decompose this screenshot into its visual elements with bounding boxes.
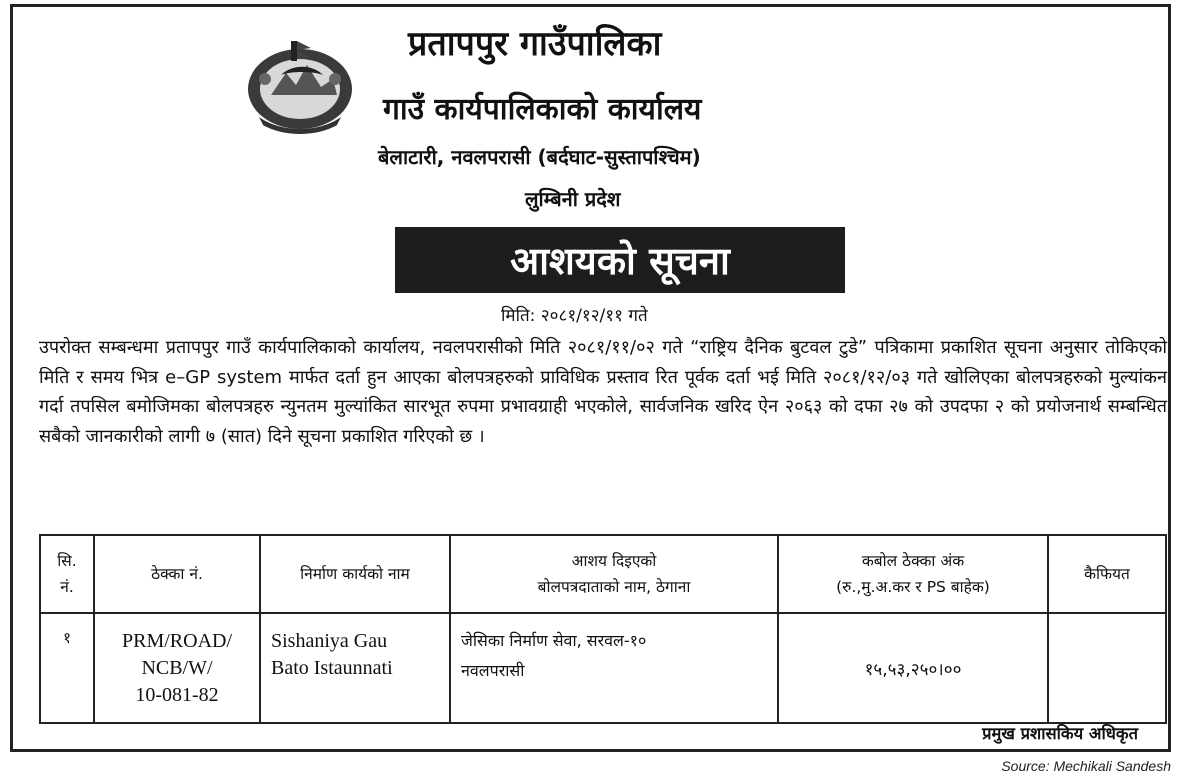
bidder-line2: नवलपरासी [461, 661, 525, 680]
bidder-header-line1: आशय दिइएको [571, 552, 657, 570]
source-credit: Source: Mechikali Sandesh [1001, 758, 1171, 774]
amount-header-line2: (रु.,मु.अ.कर र PS बाहेक) [836, 578, 990, 596]
municipality-title: प्रतापपुर गाउँपालिका [408, 24, 662, 64]
col-header-amount [778, 535, 1048, 613]
notice-body: उपरोक्त सम्बन्धमा प्रतापपुर गाउँ कार्यपालिकाको कार्यालय, नवलपरासीको मिति २०८१/११/०२ गते “राष्ट्रिय दैनिक बुटवल टुडे” पत्रिकामा प्रकाशित सूचना अनुसार तोकिएको मिति र समय भित्र e–GP system मार्फत दर्ता हुन आएका बोलपत्रहरुको प्राविधिक प्रस्ताव रित पूर्वक दर्ता भई मिति २०८१/१२/०३ गते खोलिएका बोलपत्रहरुको मुल्यांकन गर्दा तपसिल बमोजिमका बोलपत्रहरु न्युनतम मुल्यांकित सारभूत रुपमा प्रभावग्राही भएकोले, सार्वजनिक खरिद ऐन २०६३ को दफा २७ को उपदफा २ को प्रयोजनार्थ सम्बन्धित सबैको जानकारीको लागी ७ (सात) दिने सूचना प्रकाशित गरिएको छ । [39, 337, 1167, 447]
nepal-government-emblem [241, 35, 359, 139]
notice-heading: आशयको सूचना [395, 227, 845, 293]
cell-work-name [260, 613, 450, 723]
contract-no-line1: PRM/ROAD/ [121, 629, 233, 652]
province-name: लुम्बिनी प्रदेश [525, 187, 621, 211]
office-address: बेलाटारी, नवलपरासी (बर्दघाट-सुस्तापश्चिम) [378, 145, 701, 169]
notice-date: मिति: २०८१/१२/११ गते [501, 306, 648, 326]
table-header-row [40, 535, 1166, 613]
sn-header-line2: नं. [60, 578, 74, 596]
cell-bidder [450, 613, 778, 723]
signatory-title: प्रमुख प्रशासकिय अधिकृत [982, 724, 1138, 743]
cell-sn: १ [40, 613, 94, 723]
col-header-bidder [450, 535, 778, 613]
contract-no-line2: NCB/W/ [141, 656, 213, 679]
cell-amount: १५,५३,२५०।०० [778, 613, 1048, 723]
col-header-contract-no: ठेक्का नं. [94, 535, 260, 613]
bidder-header-line2: बोलपत्रदाताको नाम, ठेगाना [537, 578, 691, 596]
amount-header-line1: कबोल ठेक्का अंक [861, 552, 965, 570]
col-header-remarks: कैफियत [1048, 535, 1166, 613]
office-title: गाउँ कार्यपालिकाको कार्यालय [383, 92, 702, 127]
bidder-line1: जेसिका निर्माण सेवा, सरवल-१० [461, 631, 647, 650]
col-header-sn [40, 535, 94, 613]
work-name-line1: Sishaniya Gau [271, 630, 388, 652]
work-name-line2: Bato Istaunnati [271, 657, 393, 679]
bid-table [39, 534, 1167, 724]
notice-frame [10, 4, 1171, 752]
contract-no-line3: 10-081-82 [135, 683, 219, 706]
sn-header-line1: सि. [57, 552, 77, 570]
table-row [40, 613, 1166, 723]
cell-remarks [1048, 613, 1166, 723]
col-header-work-name: निर्माण कार्यको नाम [260, 535, 450, 613]
cell-contract-no [94, 613, 260, 723]
